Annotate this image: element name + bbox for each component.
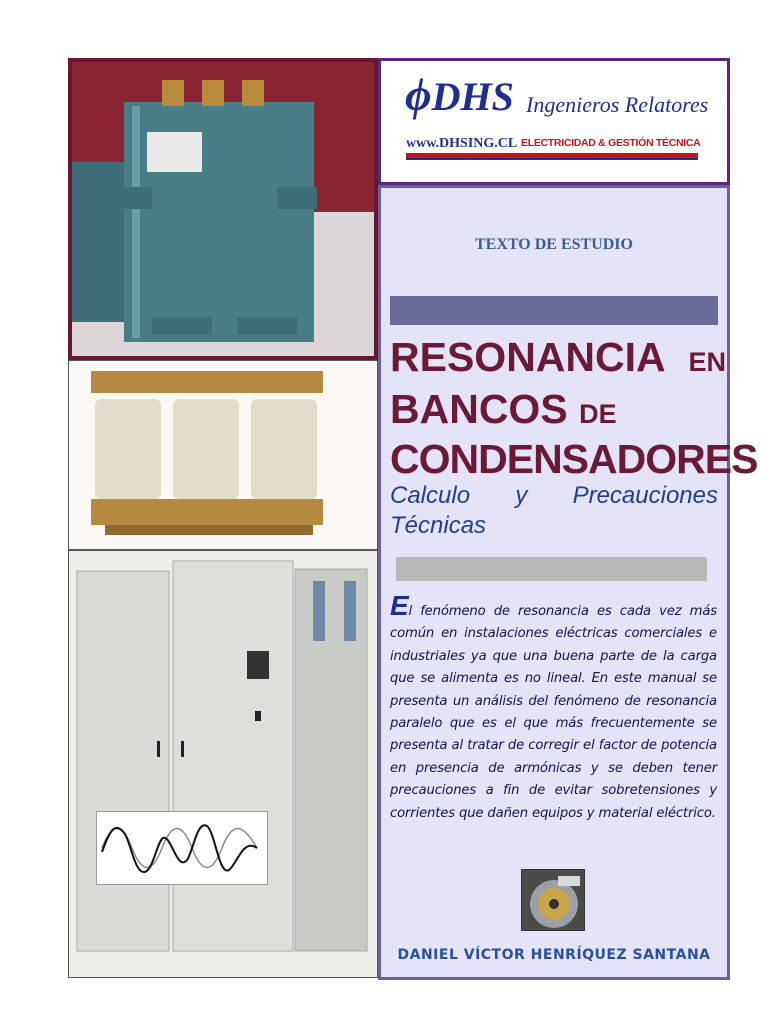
reactor-illustration xyxy=(69,361,377,549)
subtitle-line-2: Técnicas xyxy=(390,512,487,539)
logo-brand-text: DHS xyxy=(431,74,514,119)
harmonic-waveform-image xyxy=(96,811,268,885)
logo-tagline: ELECTRICIDAD & GESTIÓN TÉCNICA xyxy=(521,137,701,149)
capacitor-illustration xyxy=(72,62,374,356)
logo-website: www.DHSING.CL xyxy=(406,136,518,151)
abstract-paragraph xyxy=(390,590,717,825)
phi-logo-icon: ϕ xyxy=(405,69,432,120)
cd-disc-image xyxy=(521,869,585,931)
capacitor-photo xyxy=(68,58,378,360)
reactor-photo xyxy=(68,360,378,550)
subtitle-word-1: Calculo xyxy=(390,482,471,509)
title-word-bancos: BANCOS xyxy=(390,386,568,432)
title-word-resonancia: RESONANCIA xyxy=(390,334,666,380)
abstract-text: l fenómeno de resonancia es cada vez más común en instalaciones eléctricas comerciales e industriales ya que una buena parte de la carga que se alimenta es no lineal. En este manual se presenta un análisis del fenómeno de resonancia paralelo que es el que más frecuentemente se presenta al tratar de corregir el factor de potencia en presencia de armónicas y se deben tener precauciones a fin de evitar sobretensiones y corrientes que dañen equipos y material eléctrico. xyxy=(390,604,717,821)
logo-subtitle: Ingenieros Relatores xyxy=(526,92,709,117)
gray-divider-bar xyxy=(396,557,707,581)
title-line-3: CONDENSADORES xyxy=(390,436,758,482)
title-line-2 xyxy=(390,386,617,433)
cabinet-photo xyxy=(68,550,378,978)
title-word-en: EN xyxy=(688,347,726,377)
subtitle-word-2: y xyxy=(515,482,528,509)
title-decorative-bar xyxy=(390,296,718,325)
study-text-label: TEXTO DE ESTUDIO xyxy=(475,236,633,253)
subtitle-line-1 xyxy=(390,482,718,510)
cabinet-illustration xyxy=(69,551,377,977)
subtitle-word-3: Precauciones xyxy=(572,482,718,509)
title-word-de: DE xyxy=(579,399,617,429)
title-line-1 xyxy=(390,334,726,381)
author-name: DANIEL VÍCTOR HENRÍQUEZ SANTANA xyxy=(397,947,711,963)
logo-blue-rule xyxy=(406,158,698,160)
drop-cap: E xyxy=(390,590,409,621)
cd-disc-icon xyxy=(522,870,585,931)
waveform-graphic xyxy=(97,812,267,884)
logo-brand xyxy=(405,69,514,120)
